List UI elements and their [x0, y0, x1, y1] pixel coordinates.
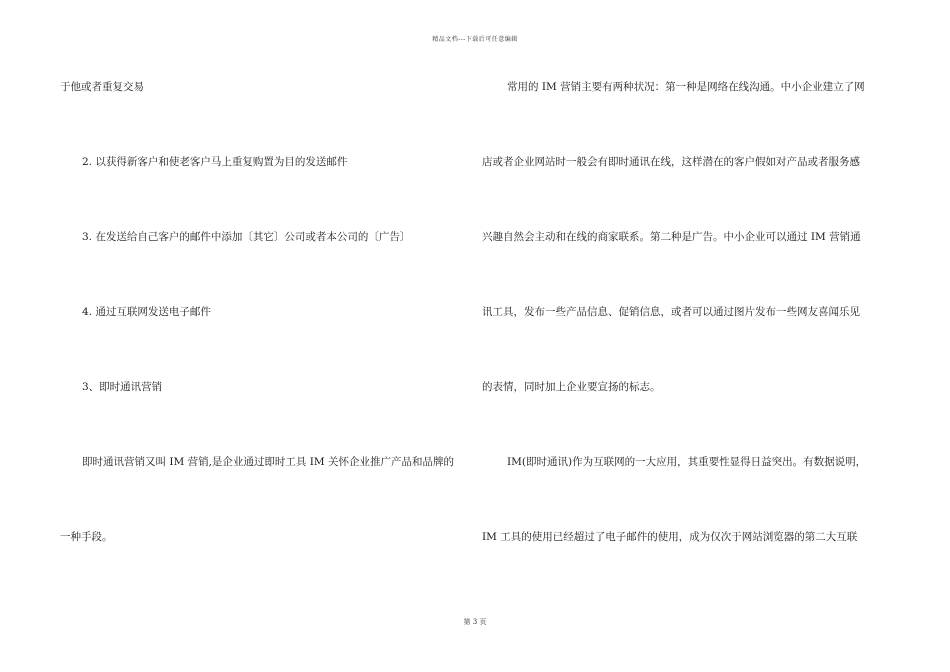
- right-line-4: 讯工具，发布一些产品信息、促销信息，或者可以通过图片发布一些网友喜闻乐见: [482, 306, 860, 318]
- right-line-5: 的表情，同时加上企业要宣扬的标志。: [482, 381, 661, 393]
- right-line-2: 店或者企业网站时一般会有即时通讯在线，这样潜在的客户假如对产品或者服务感: [482, 156, 860, 168]
- right-line-7: IM 工具的使用已经超过了电子邮件的使用，成为仅次于网站浏览器的第二大互联: [482, 531, 858, 543]
- left-line-7: 一种手段。: [60, 531, 113, 543]
- right-line-6: IM(即时通讯)作为互联网的一大应用，其重要性显得日益突出。有数据说明，: [507, 456, 867, 468]
- right-line-1: 常用的 IM 营销主要有两种状况：第一种是网络在线沟通。中小企业建立了网: [507, 81, 865, 93]
- left-line-1: 于他或者重复交易: [60, 81, 144, 93]
- left-line-5-heading: 3、即时通讯营销: [82, 381, 163, 393]
- page-number: 第 3 页: [463, 618, 487, 626]
- right-line-3: 兴趣自然会主动和在线的商家联系。第二种是广告。中小企业可以通过 IM 营销通: [482, 231, 861, 243]
- left-line-2: 2. 以获得新客户和使老客户马上重复购置为目的发送邮件: [82, 156, 348, 168]
- left-line-3: 3. 在发送给自己客户的邮件中添加〔其它〕公司或者本公司的〔广告〕: [82, 231, 411, 243]
- left-line-4: 4. 通过互联网发送电子邮件: [82, 306, 211, 318]
- left-line-6: 即时通讯营销又叫 IM 营销,是企业通过即时工具 IM 关怀企业推广产品和品牌的: [82, 456, 454, 468]
- page-header: 精品文档---下载后可任意编辑: [432, 36, 518, 43]
